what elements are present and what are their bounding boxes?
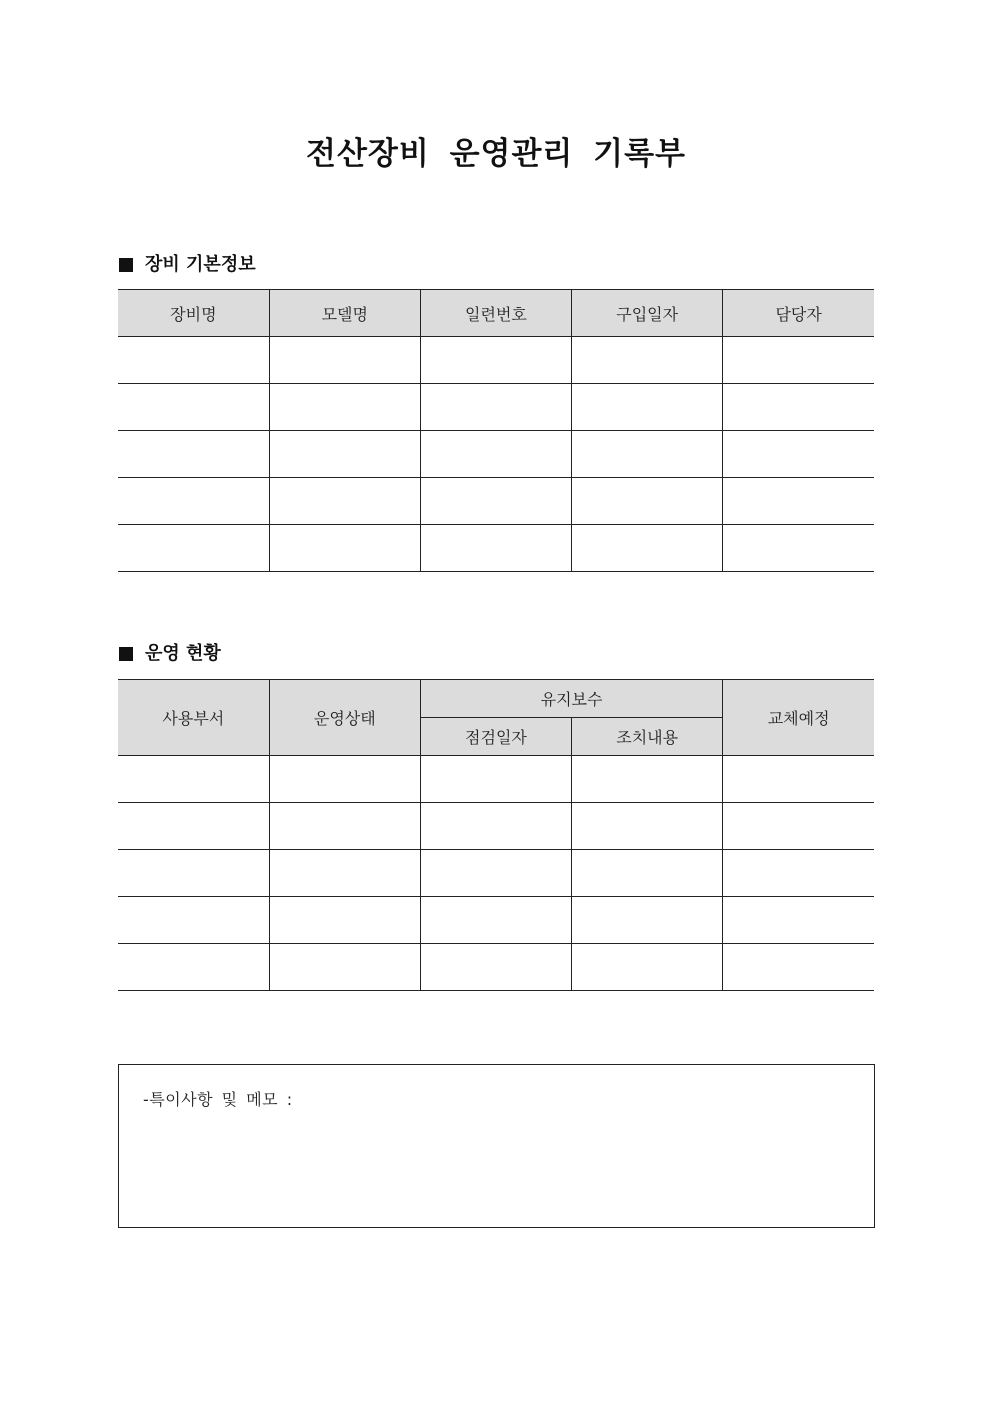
table-row [118,803,874,850]
memo-box[interactable] [118,1064,875,1228]
table-cell[interactable] [118,944,269,991]
table-row [118,525,874,572]
table-cell[interactable] [723,803,874,850]
table-cell[interactable] [572,384,723,431]
table-cell[interactable] [118,478,269,525]
table-cell[interactable] [420,431,571,478]
table-cell[interactable] [723,478,874,525]
table-cell[interactable] [420,478,571,525]
section-heading-operation-status [119,642,221,666]
column-header-equipment-name: 장비명 [118,290,269,337]
column-header-department: 사용부서 [118,680,269,756]
table-header-row [118,290,874,337]
square-bullet-icon [119,647,133,661]
table-cell[interactable] [269,337,420,384]
table-cell[interactable] [118,384,269,431]
column-header-inspection-date: 점검일자 [420,718,571,756]
table-cell[interactable] [572,478,723,525]
table-row [118,897,874,944]
table-cell[interactable] [572,803,723,850]
table-cell[interactable] [269,756,420,803]
equipment-basic-info-table [118,289,874,572]
column-header-purchase-date: 구입일자 [572,290,723,337]
document-title: 전산장비 운영관리 기록부 [306,136,686,172]
table-header-row [118,680,874,718]
table-cell[interactable] [118,337,269,384]
column-header-action-details: 조치내용 [572,718,723,756]
table-cell[interactable] [723,756,874,803]
column-header-maintenance: 유지보수 [420,680,722,718]
table-row [118,756,874,803]
table-cell[interactable] [269,525,420,572]
table-row [118,337,874,384]
table-cell[interactable] [572,431,723,478]
table-row [118,478,874,525]
table-cell[interactable] [420,337,571,384]
table-cell[interactable] [723,944,874,991]
memo-label: -특이사항 및 메모 : [143,1090,293,1109]
table-cell[interactable] [572,850,723,897]
table-cell[interactable] [118,897,269,944]
table-cell[interactable] [723,431,874,478]
table-cell[interactable] [269,850,420,897]
table-cell[interactable] [420,756,571,803]
table-cell[interactable] [118,803,269,850]
table-cell[interactable] [118,850,269,897]
table-cell[interactable] [572,756,723,803]
table-cell[interactable] [118,525,269,572]
section-heading-basic-info-label: 장비 기본정보 [145,254,256,275]
table-cell[interactable] [420,897,571,944]
square-bullet-icon [119,258,133,272]
table-cell[interactable] [723,525,874,572]
section-heading-operation-status-label: 운영 현황 [145,643,221,664]
table-cell[interactable] [420,850,571,897]
table-cell[interactable] [723,337,874,384]
table-cell[interactable] [572,337,723,384]
table-cell[interactable] [269,431,420,478]
table-cell[interactable] [269,478,420,525]
table-cell[interactable] [572,897,723,944]
column-header-serial-number: 일련번호 [420,290,571,337]
column-header-model-name: 모델명 [269,290,420,337]
column-header-operation-status: 운영상태 [269,680,420,756]
table-cell[interactable] [723,897,874,944]
table-cell[interactable] [269,944,420,991]
column-header-manager: 담당자 [723,290,874,337]
table-row [118,944,874,991]
table-cell[interactable] [572,525,723,572]
table-cell[interactable] [420,803,571,850]
table-cell[interactable] [723,850,874,897]
operation-status-table [118,679,874,991]
table-row [118,431,874,478]
table-cell[interactable] [269,897,420,944]
table-cell[interactable] [118,756,269,803]
column-header-replacement-plan: 교체예정 [723,680,874,756]
table-cell[interactable] [269,384,420,431]
table-cell[interactable] [420,384,571,431]
table-cell[interactable] [269,803,420,850]
table-row [118,850,874,897]
table-cell[interactable] [420,525,571,572]
section-heading-basic-info [119,253,256,277]
table-cell[interactable] [420,944,571,991]
table-cell[interactable] [572,944,723,991]
table-cell[interactable] [118,431,269,478]
table-row [118,384,874,431]
table-cell[interactable] [723,384,874,431]
